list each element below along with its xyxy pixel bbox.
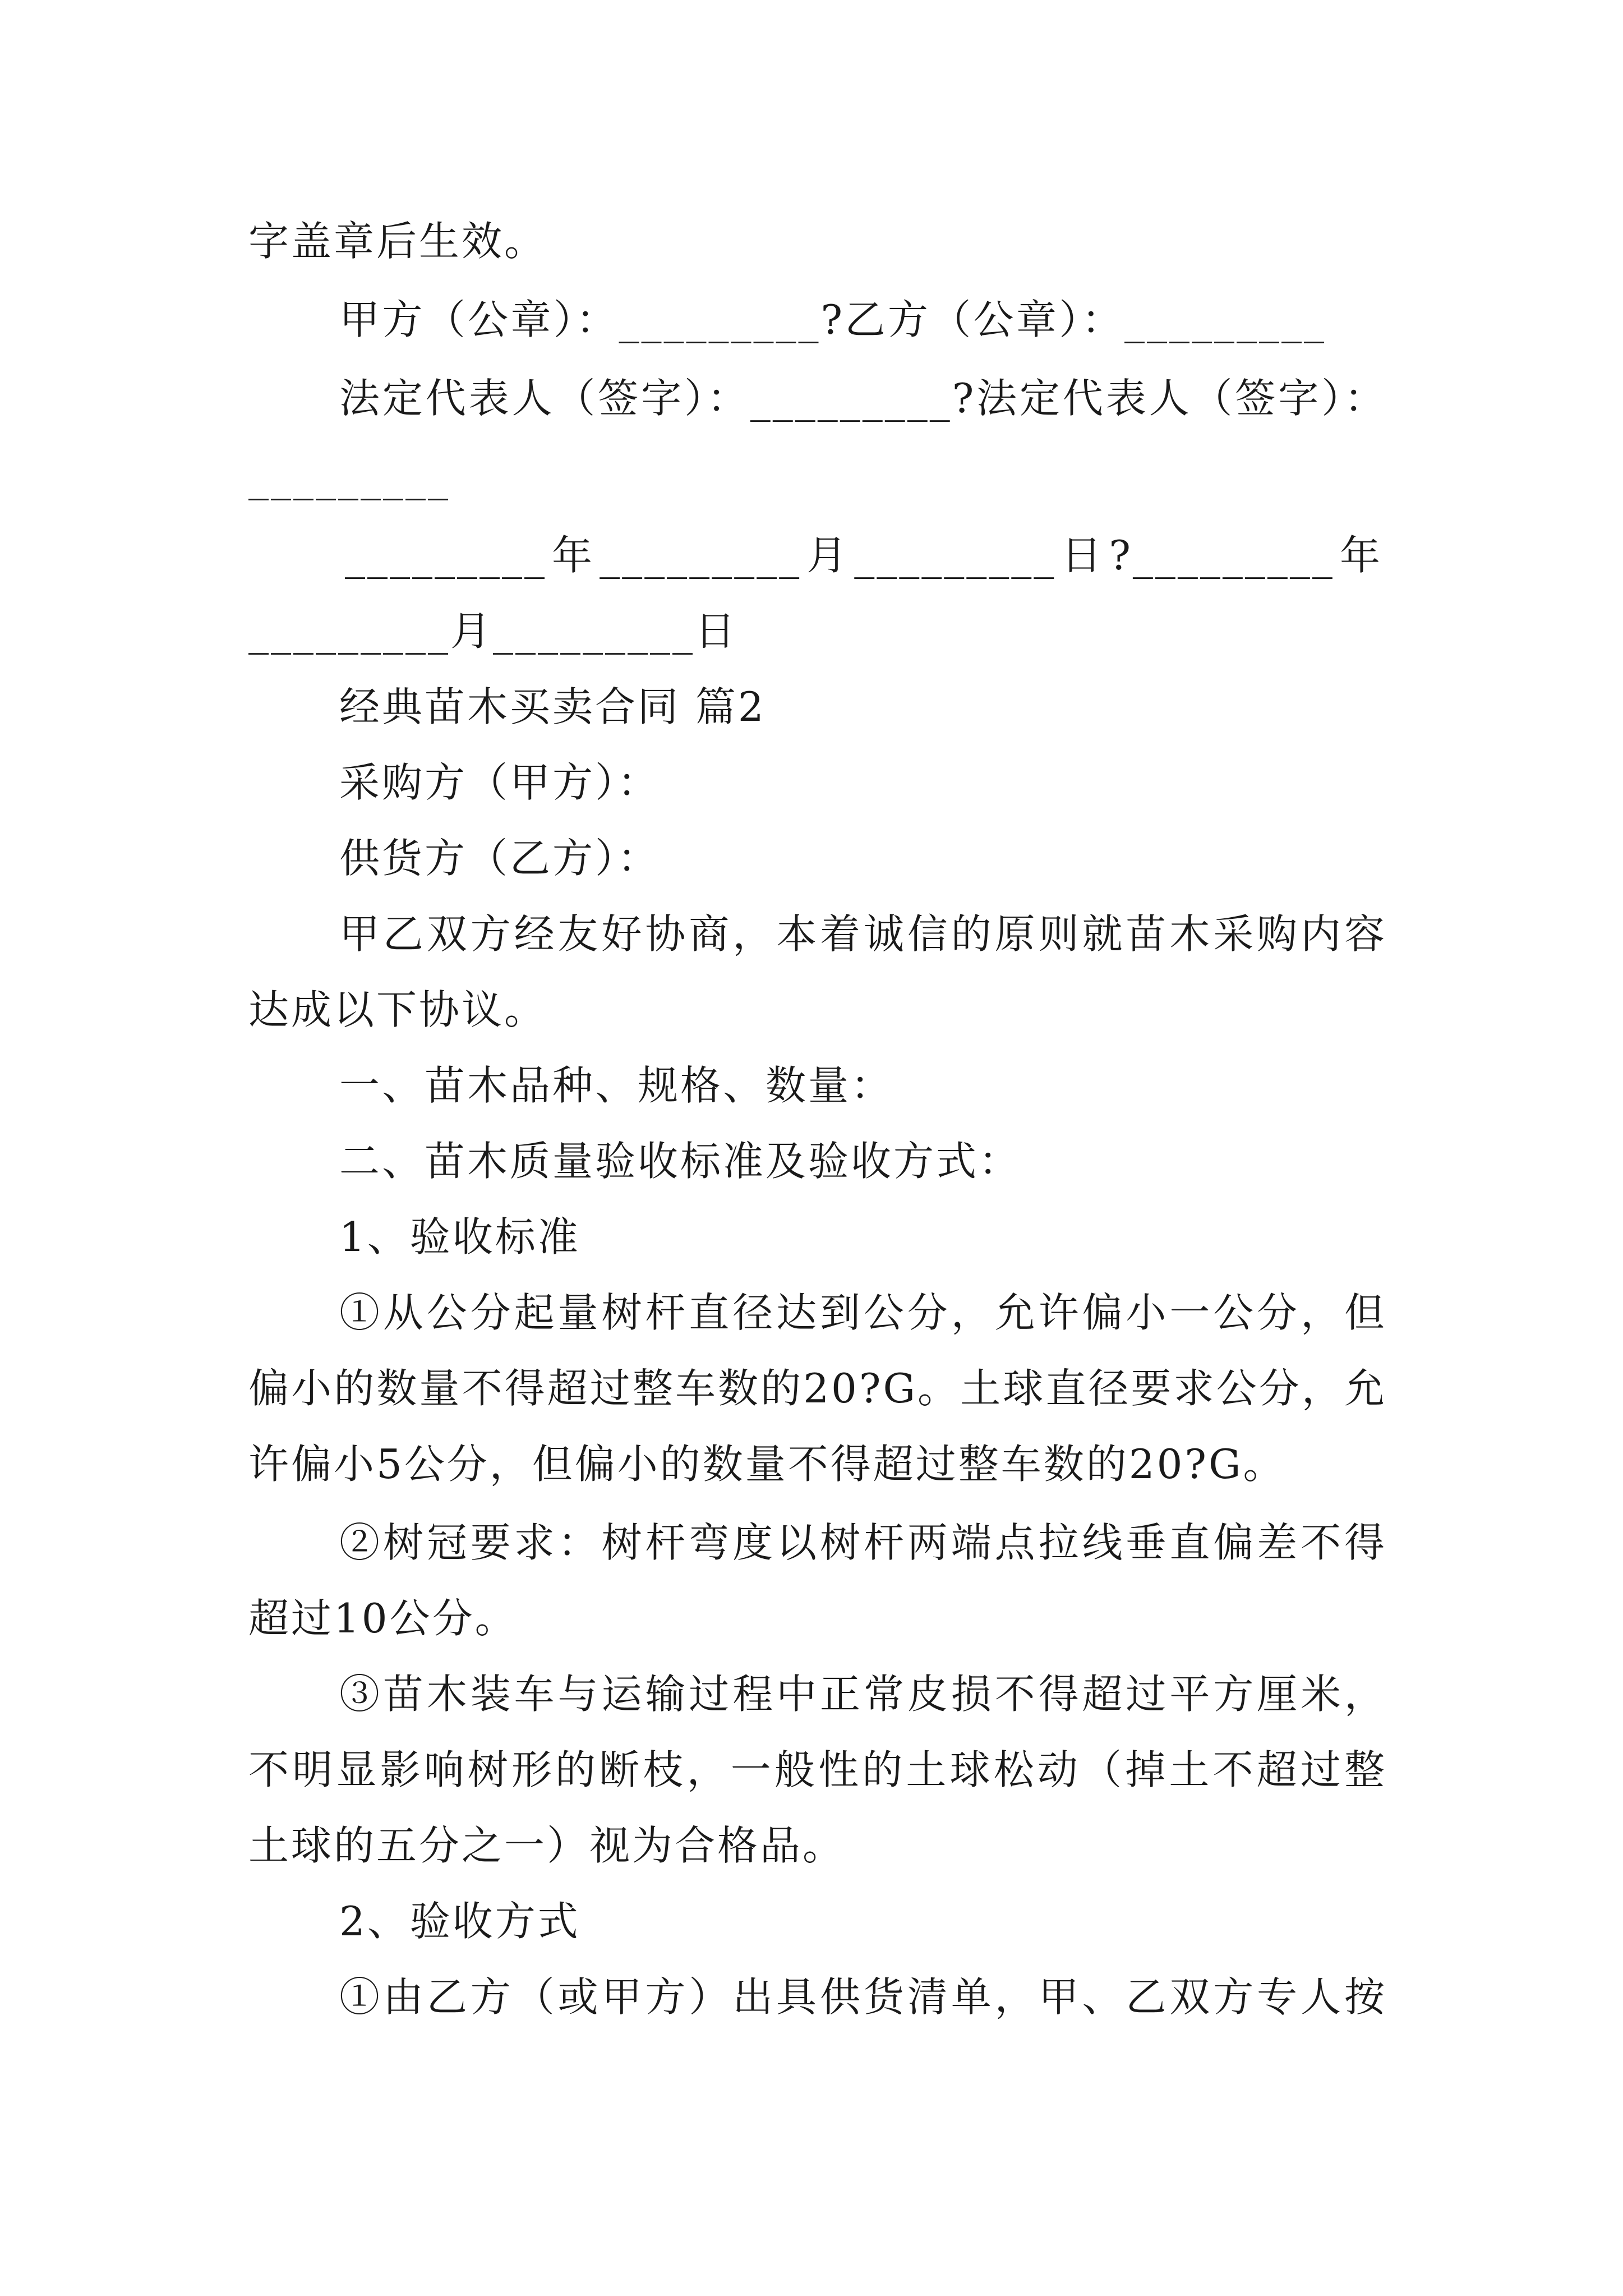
paragraph-line: 许偏小5公分，但偏小的数量不得超过整车数的20?G。 (248, 1441, 1286, 1488)
subclause-heading: 1、验收标准 (339, 1213, 580, 1260)
paragraph-line: ②树冠要求：树杆弯度以树杆两端点拉线垂直偏差不得 (339, 1519, 1387, 1566)
clause-heading: 一、苗木品种、规格、数量： (339, 1062, 894, 1109)
paragraph-line: 不明显影响树形的断枝，一般性的土球松动（掉土不超过整 (248, 1746, 1387, 1793)
subclause-heading: 2、验收方式 (339, 1898, 580, 1945)
paragraph-line: 甲乙双方经友好协商，本着诚信的原则就苗木采购内容 (339, 910, 1387, 958)
signature-blank: _________ (248, 453, 450, 500)
paragraph-line: 达成以下协议。 (248, 986, 547, 1033)
text-line: 字盖章后生效。 (248, 218, 547, 265)
paragraph-line: 超过10公分。 (248, 1595, 518, 1642)
paragraph-line: ①由乙方（或甲方）出具供货清单，甲、乙双方专人按 (339, 1973, 1387, 2021)
section-title: 经典苗木买卖合同 篇2 (339, 683, 766, 730)
signature-line-seal: 甲方（公章）：_________?乙方（公章）：_________ (339, 296, 1326, 343)
date-line-continued: _________月_________日 (248, 608, 737, 655)
supplier-label: 供货方（乙方）： (339, 835, 661, 882)
signature-line-representative: 法定代表人（签字）：_________?法定代表人（签字）： (339, 375, 1387, 422)
paragraph-line: ③苗木装车与运输过程中正常皮损不得超过平方厘米， (339, 1671, 1387, 1718)
buyer-label: 采购方（甲方）： (339, 759, 661, 806)
paragraph-line: 土球的五分之一）视为合格品。 (248, 1822, 846, 1869)
date-line: _________年_________月_________日?_________年 (345, 532, 1382, 579)
paragraph-line: 偏小的数量不得超过整车数的20?G。土球直径要求公分，允 (248, 1365, 1387, 1412)
paragraph-line: ①从公分起量树杆直径达到公分，允许偏小一公分，但 (339, 1289, 1387, 1336)
clause-heading: 二、苗木质量验收标准及验收方式： (339, 1138, 1022, 1185)
